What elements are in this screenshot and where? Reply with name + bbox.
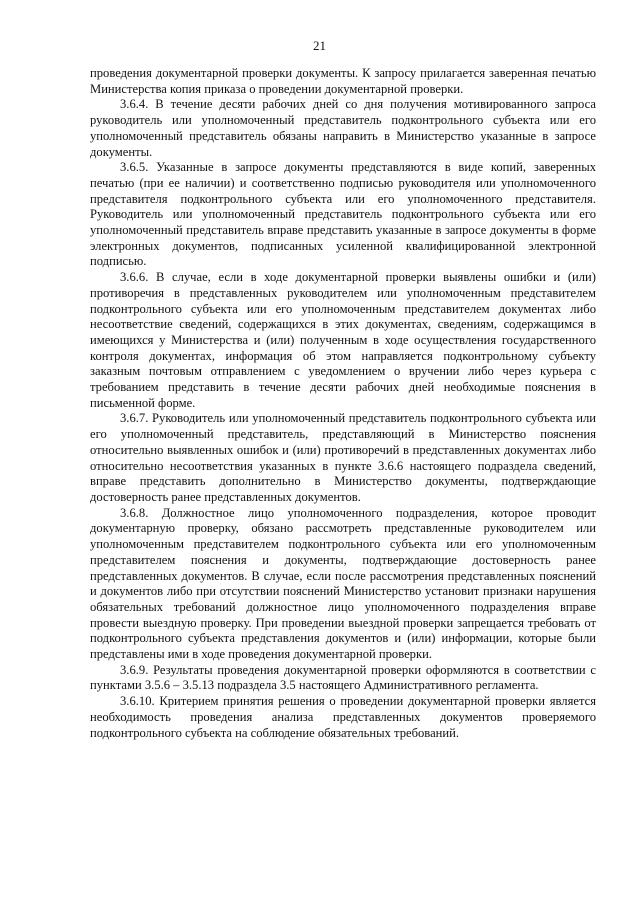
paragraph-3-6-4: 3.6.4. В течение десяти рабочих дней со дня получения мотивированного запроса руководитель или уполномоченный представитель подконтрольного субъекта или его уполномоченный представитель обязаны направить в Министерство указанные в запросе документы. <box>90 97 596 159</box>
paragraph-3-6-5: 3.6.5. Указанные в запросе документы представляются в виде копий, заверенных печатью (при ее наличии) и соответственно подписью руководителя или уполномоченного представителя подконтрольного субъекта или его уполномоченного представителя. Руководитель или уполномоченный представитель подконтрольного субъекта или его уполномоченный представитель вправе представить указанные в запросе документы в форме электронных документов, подписанных усиленной квалифицированной электронной подписью. <box>90 160 596 269</box>
page-number: 21 <box>313 38 326 53</box>
paragraph-3-6-9: 3.6.9. Результаты проведения документарной проверки оформляются в соответствии с пунктами 3.5.6 – 3.5.13 подраздела 3.5 настоящего Административного регламента. <box>90 662 596 693</box>
document-body <box>90 66 596 741</box>
paragraph-3-6-7: 3.6.7. Руководитель или уполномоченный представитель подконтрольного субъекта или его уполномоченный представитель, представляющий в Министерство пояснения относительно выявленных ошибок и (или) противоречий в представленных документах либо относительно несоответствия указанных в пункте 3.6.6 настоящего подраздела сведений, вправе представить дополнительно в Министерство документы, подтверждающие достоверность ранее представленных документов. <box>90 411 596 504</box>
paragraph-3-6-6: 3.6.6. В случае, если в ходе документарной проверки выявлены ошибки и (или) противоречия в представленных руководителем или уполномоченным представителем подконтрольного субъекта или его уполномоченным представителем документах либо несоответствие сведений, содержащихся в этих документах, сведениям, содержащимся в имеющихся у Министерства и (или) полученным в ходе осуществления государственного контроля документах, информация об этом направляется подконтрольному субъекту заказным почтовым отправлением с уведомлением о вручении либо через курьера с требованием представить в течение десяти рабочих дней необходимые пояснения в письменной форме. <box>90 270 596 410</box>
paragraph-3-6-10: 3.6.10. Критерием принятия решения о проведении документарной проверки является необходимость проведения анализа представленных документов проверяемого подконтрольного субъекта на соблюдение обязательных требований. <box>90 694 596 740</box>
paragraph-continuation: проведения документарной проверки документы. К запросу прилагается заверенная печатью Министерства копия приказа о проведении документарной проверки. <box>90 66 596 96</box>
paragraph-3-6-8: 3.6.8. Должностное лицо уполномоченного подразделения, которое проводит документарную проверку, обязано рассмотреть представленные руководителем или уполномоченным представителем подконтрольного субъекта или его уполномоченным представителем пояснения и документы, подтверждающие достоверность ранее представленных документов. В случае, если после рассмотрения представленных пояснений и документов либо при отсутствии пояснений Министерство установит признаки нарушения обязательных требований должностное лицо уполномоченного подразделения вправе провести выездную проверку. При проведении выездной проверки запрещается требовать от подконтрольного субъекта представления документов и (или) информации, которые были представлены ими в ходе проведения документарной проверки. <box>90 505 596 662</box>
